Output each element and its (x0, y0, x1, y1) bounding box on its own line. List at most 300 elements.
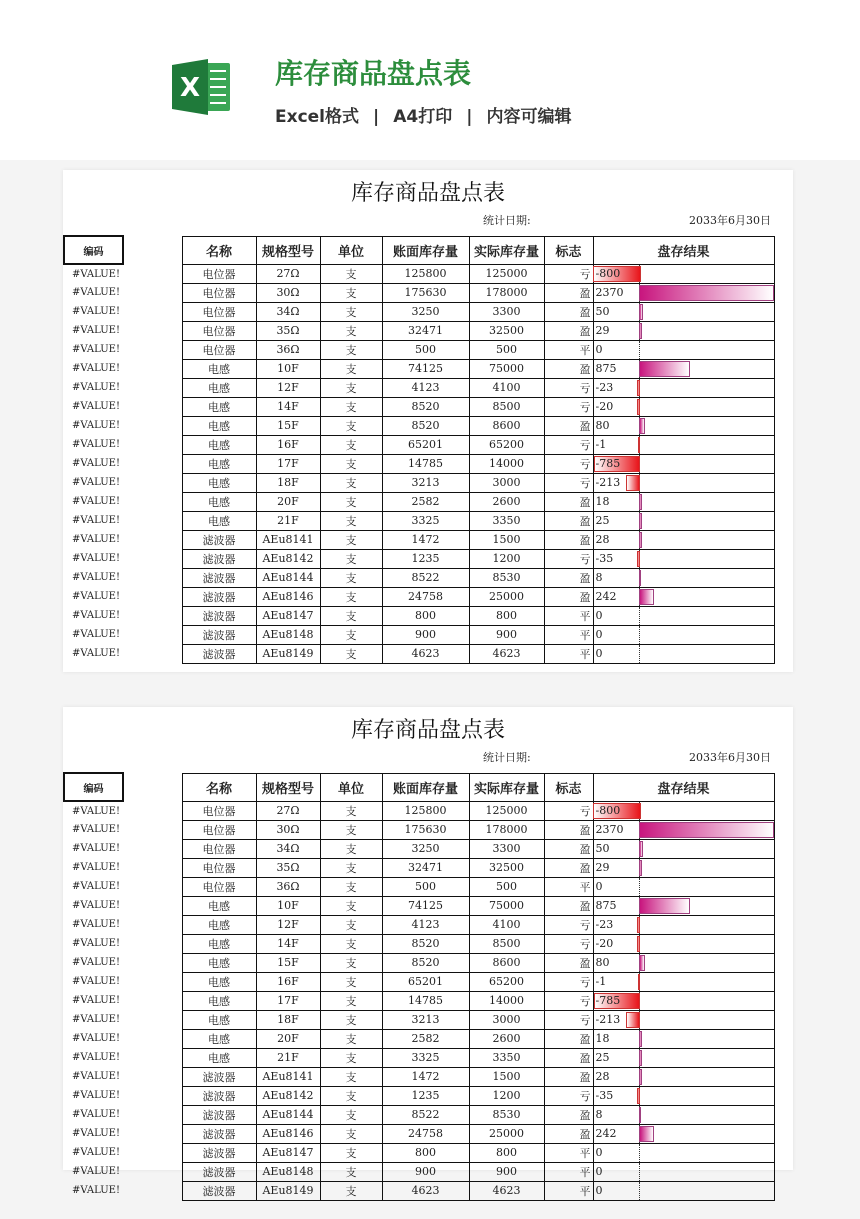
cell-code[interactable]: #VALUE! (72, 843, 120, 854)
cell-spec[interactable]: AEu8144 (256, 568, 320, 587)
cell-result[interactable] (593, 1010, 774, 1029)
cell-flag[interactable]: 亏 (544, 915, 593, 934)
cell-result[interactable] (593, 1029, 774, 1048)
cell-result[interactable] (593, 435, 774, 454)
cell-unit[interactable]: 支 (320, 801, 382, 820)
cell-name[interactable]: 电位器 (182, 858, 256, 877)
cell-flag[interactable]: 亏 (544, 1010, 593, 1029)
cell-spec[interactable]: 18F (256, 1010, 320, 1029)
cell-result[interactable] (593, 877, 774, 896)
cell-actual-qty[interactable]: 1200 (469, 549, 544, 568)
cell-code[interactable]: #VALUE! (72, 881, 120, 892)
cell-actual-qty[interactable]: 14000 (469, 991, 544, 1010)
cell-actual-qty[interactable]: 32500 (469, 321, 544, 340)
cell-code[interactable]: #VALUE! (72, 610, 120, 621)
cell-book-qty[interactable]: 3250 (382, 839, 469, 858)
cell-name[interactable]: 电感 (182, 1029, 256, 1048)
cell-spec[interactable]: AEu8141 (256, 1067, 320, 1086)
cell-actual-qty[interactable]: 8500 (469, 397, 544, 416)
cell-book-qty[interactable]: 125800 (382, 801, 469, 820)
cell-actual-qty[interactable]: 800 (469, 606, 544, 625)
cell-actual-qty[interactable]: 3000 (469, 473, 544, 492)
cell-name[interactable]: 电位器 (182, 340, 256, 359)
cell-flag[interactable]: 亏 (544, 991, 593, 1010)
cell-spec[interactable]: AEu8147 (256, 606, 320, 625)
cell-name[interactable]: 滤波器 (182, 1181, 256, 1200)
cell-result[interactable] (593, 606, 774, 625)
cell-name[interactable]: 电位器 (182, 264, 256, 283)
cell-flag[interactable]: 平 (544, 625, 593, 644)
cell-result[interactable] (593, 991, 774, 1010)
cell-actual-qty[interactable]: 65200 (469, 972, 544, 991)
cell-spec[interactable]: AEu8142 (256, 549, 320, 568)
cell-name[interactable]: 电感 (182, 473, 256, 492)
cell-code[interactable]: #VALUE! (72, 862, 120, 873)
cell-flag[interactable]: 盈 (544, 511, 593, 530)
cell-spec[interactable]: AEu8147 (256, 1143, 320, 1162)
cell-unit[interactable]: 支 (320, 991, 382, 1010)
cell-result[interactable] (593, 283, 774, 302)
cell-flag[interactable]: 盈 (544, 1029, 593, 1048)
cell-unit[interactable]: 支 (320, 359, 382, 378)
cell-book-qty[interactable]: 8520 (382, 416, 469, 435)
cell-actual-qty[interactable]: 178000 (469, 283, 544, 302)
cell-result[interactable] (593, 302, 774, 321)
cell-unit[interactable]: 支 (320, 1162, 382, 1181)
cell-flag[interactable]: 盈 (544, 896, 593, 915)
cell-flag[interactable]: 亏 (544, 549, 593, 568)
cell-result[interactable] (593, 359, 774, 378)
cell-book-qty[interactable]: 4623 (382, 644, 469, 663)
cell-name[interactable]: 滤波器 (182, 568, 256, 587)
cell-result[interactable] (593, 1124, 774, 1143)
cell-actual-qty[interactable]: 4623 (469, 644, 544, 663)
cell-flag[interactable]: 平 (544, 877, 593, 896)
cell-spec[interactable]: 10F (256, 896, 320, 915)
cell-name[interactable]: 电位器 (182, 877, 256, 896)
cell-book-qty[interactable]: 24758 (382, 1124, 469, 1143)
cell-name[interactable]: 电感 (182, 915, 256, 934)
cell-result[interactable] (593, 953, 774, 972)
cell-actual-qty[interactable]: 125000 (469, 264, 544, 283)
cell-code[interactable]: #VALUE! (72, 919, 120, 930)
cell-unit[interactable]: 支 (320, 1048, 382, 1067)
cell-book-qty[interactable]: 8520 (382, 934, 469, 953)
cell-result[interactable] (593, 625, 774, 644)
cell-result[interactable] (593, 587, 774, 606)
cell-actual-qty[interactable]: 14000 (469, 454, 544, 473)
cell-code[interactable]: #VALUE! (72, 805, 120, 817)
cell-name[interactable]: 滤波器 (182, 606, 256, 625)
cell-code[interactable]: #VALUE! (72, 268, 120, 280)
cell-book-qty[interactable]: 14785 (382, 454, 469, 473)
cell-spec[interactable]: AEu8149 (256, 644, 320, 663)
cell-result[interactable] (593, 801, 774, 820)
cell-name[interactable]: 滤波器 (182, 1143, 256, 1162)
cell-spec[interactable]: 27Ω (256, 264, 320, 283)
cell-book-qty[interactable]: 500 (382, 340, 469, 359)
cell-book-qty[interactable]: 74125 (382, 359, 469, 378)
cell-flag[interactable]: 亏 (544, 397, 593, 416)
cell-flag[interactable]: 盈 (544, 283, 593, 302)
cell-flag[interactable]: 盈 (544, 1067, 593, 1086)
cell-book-qty[interactable]: 74125 (382, 896, 469, 915)
cell-result[interactable] (593, 896, 774, 915)
cell-unit[interactable]: 支 (320, 473, 382, 492)
cell-name[interactable]: 电感 (182, 416, 256, 435)
cell-actual-qty[interactable]: 8600 (469, 953, 544, 972)
cell-name[interactable]: 电位器 (182, 283, 256, 302)
cell-code[interactable]: #VALUE! (72, 325, 120, 336)
cell-flag[interactable]: 亏 (544, 264, 593, 283)
cell-result[interactable] (593, 934, 774, 953)
cell-flag[interactable]: 盈 (544, 858, 593, 877)
cell-book-qty[interactable]: 2582 (382, 492, 469, 511)
cell-code[interactable]: #VALUE! (72, 591, 120, 602)
cell-result[interactable] (593, 1067, 774, 1086)
cell-code[interactable]: #VALUE! (72, 458, 120, 469)
cell-code[interactable]: #VALUE! (72, 1147, 120, 1158)
cell-unit[interactable]: 支 (320, 1124, 382, 1143)
cell-spec[interactable]: AEu8146 (256, 587, 320, 606)
cell-code[interactable]: #VALUE! (72, 1109, 120, 1120)
cell-result[interactable] (593, 1086, 774, 1105)
cell-code[interactable]: #VALUE! (72, 1014, 120, 1025)
cell-unit[interactable]: 支 (320, 934, 382, 953)
cell-result[interactable] (593, 858, 774, 877)
cell-result[interactable] (593, 378, 774, 397)
cell-code[interactable]: #VALUE! (72, 957, 120, 968)
cell-code[interactable]: #VALUE! (72, 553, 120, 564)
cell-result[interactable] (593, 1162, 774, 1181)
cell-actual-qty[interactable]: 4100 (469, 378, 544, 397)
cell-unit[interactable]: 支 (320, 1086, 382, 1105)
cell-spec[interactable]: 20F (256, 1029, 320, 1048)
cell-unit[interactable]: 支 (320, 972, 382, 991)
cell-result[interactable] (593, 839, 774, 858)
cell-unit[interactable]: 支 (320, 820, 382, 839)
cell-actual-qty[interactable]: 3350 (469, 1048, 544, 1067)
cell-book-qty[interactable]: 1235 (382, 1086, 469, 1105)
cell-book-qty[interactable]: 1235 (382, 549, 469, 568)
cell-spec[interactable]: 15F (256, 416, 320, 435)
cell-name[interactable]: 电感 (182, 511, 256, 530)
cell-unit[interactable]: 支 (320, 264, 382, 283)
cell-actual-qty[interactable]: 1500 (469, 1067, 544, 1086)
cell-actual-qty[interactable]: 75000 (469, 359, 544, 378)
cell-spec[interactable]: AEu8149 (256, 1181, 320, 1200)
cell-name[interactable]: 滤波器 (182, 1105, 256, 1124)
cell-unit[interactable]: 支 (320, 378, 382, 397)
cell-code[interactable]: #VALUE! (72, 363, 120, 374)
cell-code[interactable]: #VALUE! (72, 1185, 120, 1196)
cell-unit[interactable]: 支 (320, 283, 382, 302)
cell-actual-qty[interactable]: 3300 (469, 839, 544, 858)
cell-unit[interactable]: 支 (320, 511, 382, 530)
cell-actual-qty[interactable]: 1500 (469, 530, 544, 549)
cell-code[interactable]: #VALUE! (72, 534, 120, 545)
cell-actual-qty[interactable]: 25000 (469, 1124, 544, 1143)
cell-book-qty[interactable]: 32471 (382, 858, 469, 877)
cell-book-qty[interactable]: 175630 (382, 283, 469, 302)
cell-flag[interactable]: 盈 (544, 953, 593, 972)
cell-result[interactable] (593, 1105, 774, 1124)
cell-book-qty[interactable]: 4123 (382, 378, 469, 397)
cell-name[interactable]: 电位器 (182, 801, 256, 820)
cell-actual-qty[interactable]: 2600 (469, 1029, 544, 1048)
cell-unit[interactable]: 支 (320, 1105, 382, 1124)
cell-name[interactable]: 电位器 (182, 302, 256, 321)
cell-book-qty[interactable]: 8522 (382, 1105, 469, 1124)
cell-name[interactable]: 滤波器 (182, 587, 256, 606)
cell-book-qty[interactable]: 125800 (382, 264, 469, 283)
cell-spec[interactable]: 35Ω (256, 321, 320, 340)
cell-code[interactable]: #VALUE! (72, 976, 120, 987)
cell-code[interactable]: #VALUE! (72, 515, 120, 526)
cell-code[interactable]: #VALUE! (72, 824, 120, 835)
cell-book-qty[interactable]: 65201 (382, 435, 469, 454)
cell-flag[interactable]: 平 (544, 606, 593, 625)
cell-result[interactable] (593, 416, 774, 435)
cell-spec[interactable]: 16F (256, 972, 320, 991)
cell-code[interactable]: #VALUE! (72, 1090, 120, 1101)
cell-actual-qty[interactable]: 178000 (469, 820, 544, 839)
cell-name[interactable]: 电位器 (182, 839, 256, 858)
cell-unit[interactable]: 支 (320, 568, 382, 587)
cell-code[interactable]: #VALUE! (72, 900, 120, 911)
cell-result[interactable] (593, 454, 774, 473)
cell-book-qty[interactable]: 4123 (382, 915, 469, 934)
cell-name[interactable]: 电感 (182, 934, 256, 953)
cell-spec[interactable]: 34Ω (256, 302, 320, 321)
cell-code[interactable]: #VALUE! (72, 1166, 120, 1177)
cell-book-qty[interactable]: 3325 (382, 1048, 469, 1067)
cell-book-qty[interactable]: 14785 (382, 991, 469, 1010)
cell-book-qty[interactable]: 3213 (382, 473, 469, 492)
cell-actual-qty[interactable]: 500 (469, 340, 544, 359)
cell-result[interactable] (593, 644, 774, 663)
cell-flag[interactable]: 盈 (544, 568, 593, 587)
cell-name[interactable]: 电感 (182, 972, 256, 991)
cell-name[interactable]: 电感 (182, 896, 256, 915)
cell-name[interactable]: 滤波器 (182, 625, 256, 644)
cell-spec[interactable]: AEu8148 (256, 1162, 320, 1181)
cell-unit[interactable]: 支 (320, 1181, 382, 1200)
cell-actual-qty[interactable]: 8530 (469, 1105, 544, 1124)
cell-flag[interactable]: 亏 (544, 454, 593, 473)
cell-actual-qty[interactable]: 32500 (469, 858, 544, 877)
cell-unit[interactable]: 支 (320, 492, 382, 511)
cell-book-qty[interactable]: 4623 (382, 1181, 469, 1200)
cell-spec[interactable]: AEu8148 (256, 625, 320, 644)
cell-unit[interactable]: 支 (320, 644, 382, 663)
cell-spec[interactable]: 16F (256, 435, 320, 454)
cell-actual-qty[interactable]: 3350 (469, 511, 544, 530)
cell-name[interactable]: 滤波器 (182, 644, 256, 663)
cell-code[interactable]: #VALUE! (72, 401, 120, 412)
cell-name[interactable]: 电感 (182, 397, 256, 416)
cell-name[interactable]: 电感 (182, 1048, 256, 1067)
cell-actual-qty[interactable]: 3300 (469, 302, 544, 321)
cell-name[interactable]: 电感 (182, 991, 256, 1010)
cell-code[interactable]: #VALUE! (72, 572, 120, 583)
cell-spec[interactable]: 30Ω (256, 283, 320, 302)
cell-result[interactable] (593, 820, 774, 839)
cell-name[interactable]: 电位器 (182, 820, 256, 839)
cell-unit[interactable]: 支 (320, 416, 382, 435)
cell-result[interactable] (593, 340, 774, 359)
cell-book-qty[interactable]: 500 (382, 877, 469, 896)
cell-spec[interactable]: 21F (256, 511, 320, 530)
cell-actual-qty[interactable]: 1200 (469, 1086, 544, 1105)
cell-result[interactable] (593, 1143, 774, 1162)
cell-flag[interactable]: 亏 (544, 801, 593, 820)
cell-spec[interactable]: 36Ω (256, 340, 320, 359)
cell-name[interactable]: 电位器 (182, 321, 256, 340)
cell-flag[interactable]: 亏 (544, 473, 593, 492)
cell-actual-qty[interactable]: 8530 (469, 568, 544, 587)
cell-spec[interactable]: 17F (256, 991, 320, 1010)
cell-result[interactable] (593, 511, 774, 530)
cell-unit[interactable]: 支 (320, 435, 382, 454)
cell-actual-qty[interactable]: 65200 (469, 435, 544, 454)
cell-name[interactable]: 电感 (182, 378, 256, 397)
cell-code[interactable]: #VALUE! (72, 938, 120, 949)
cell-unit[interactable]: 支 (320, 549, 382, 568)
cell-flag[interactable]: 亏 (544, 972, 593, 991)
cell-flag[interactable]: 盈 (544, 587, 593, 606)
cell-flag[interactable]: 盈 (544, 839, 593, 858)
cell-code[interactable]: #VALUE! (72, 420, 120, 431)
cell-flag[interactable]: 盈 (544, 1048, 593, 1067)
cell-actual-qty[interactable]: 25000 (469, 587, 544, 606)
cell-book-qty[interactable]: 3325 (382, 511, 469, 530)
cell-flag[interactable]: 盈 (544, 492, 593, 511)
cell-spec[interactable]: 15F (256, 953, 320, 972)
cell-spec[interactable]: AEu8146 (256, 1124, 320, 1143)
cell-unit[interactable]: 支 (320, 454, 382, 473)
cell-spec[interactable]: 14F (256, 934, 320, 953)
cell-spec[interactable]: 27Ω (256, 801, 320, 820)
cell-flag[interactable]: 盈 (544, 820, 593, 839)
cell-name[interactable]: 电感 (182, 435, 256, 454)
cell-spec[interactable]: 35Ω (256, 858, 320, 877)
cell-book-qty[interactable]: 900 (382, 1162, 469, 1181)
cell-book-qty[interactable]: 24758 (382, 587, 469, 606)
cell-flag[interactable]: 盈 (544, 359, 593, 378)
cell-unit[interactable]: 支 (320, 606, 382, 625)
cell-unit[interactable]: 支 (320, 858, 382, 877)
cell-spec[interactable]: 12F (256, 915, 320, 934)
cell-code[interactable]: #VALUE! (72, 1128, 120, 1139)
cell-unit[interactable]: 支 (320, 1143, 382, 1162)
cell-unit[interactable]: 支 (320, 587, 382, 606)
cell-name[interactable]: 滤波器 (182, 1067, 256, 1086)
cell-code[interactable]: #VALUE! (72, 382, 120, 393)
cell-book-qty[interactable]: 800 (382, 1143, 469, 1162)
cell-code[interactable]: #VALUE! (72, 306, 120, 317)
cell-spec[interactable]: 20F (256, 492, 320, 511)
cell-actual-qty[interactable]: 75000 (469, 896, 544, 915)
cell-book-qty[interactable]: 175630 (382, 820, 469, 839)
cell-unit[interactable]: 支 (320, 1010, 382, 1029)
cell-actual-qty[interactable]: 125000 (469, 801, 544, 820)
cell-spec[interactable]: 21F (256, 1048, 320, 1067)
cell-unit[interactable]: 支 (320, 530, 382, 549)
cell-code[interactable]: #VALUE! (72, 439, 120, 450)
cell-name[interactable]: 滤波器 (182, 1086, 256, 1105)
cell-flag[interactable]: 盈 (544, 1124, 593, 1143)
cell-spec[interactable]: 18F (256, 473, 320, 492)
cell-unit[interactable]: 支 (320, 625, 382, 644)
cell-actual-qty[interactable]: 4100 (469, 915, 544, 934)
cell-name[interactable]: 电感 (182, 492, 256, 511)
cell-spec[interactable]: 12F (256, 378, 320, 397)
cell-actual-qty[interactable]: 800 (469, 1143, 544, 1162)
cell-spec[interactable]: AEu8144 (256, 1105, 320, 1124)
cell-result[interactable] (593, 1048, 774, 1067)
cell-book-qty[interactable]: 800 (382, 606, 469, 625)
cell-spec[interactable]: 34Ω (256, 839, 320, 858)
cell-spec[interactable]: 17F (256, 454, 320, 473)
cell-name[interactable]: 滤波器 (182, 1124, 256, 1143)
cell-book-qty[interactable]: 8520 (382, 953, 469, 972)
cell-result[interactable] (593, 549, 774, 568)
cell-unit[interactable]: 支 (320, 397, 382, 416)
cell-unit[interactable]: 支 (320, 1029, 382, 1048)
cell-spec[interactable]: 36Ω (256, 877, 320, 896)
cell-actual-qty[interactable]: 900 (469, 1162, 544, 1181)
cell-actual-qty[interactable]: 8600 (469, 416, 544, 435)
cell-book-qty[interactable]: 65201 (382, 972, 469, 991)
cell-result[interactable] (593, 530, 774, 549)
cell-name[interactable]: 滤波器 (182, 549, 256, 568)
cell-result[interactable] (593, 568, 774, 587)
cell-book-qty[interactable]: 900 (382, 625, 469, 644)
cell-spec[interactable]: AEu8142 (256, 1086, 320, 1105)
cell-flag[interactable]: 盈 (544, 530, 593, 549)
cell-code[interactable]: #VALUE! (72, 344, 120, 355)
cell-book-qty[interactable]: 3250 (382, 302, 469, 321)
cell-flag[interactable]: 平 (544, 1143, 593, 1162)
cell-actual-qty[interactable]: 900 (469, 625, 544, 644)
cell-result[interactable] (593, 264, 774, 283)
cell-unit[interactable]: 支 (320, 302, 382, 321)
cell-result[interactable] (593, 492, 774, 511)
cell-unit[interactable]: 支 (320, 915, 382, 934)
cell-flag[interactable]: 盈 (544, 416, 593, 435)
cell-code[interactable]: #VALUE! (72, 496, 120, 507)
cell-actual-qty[interactable]: 8500 (469, 934, 544, 953)
cell-unit[interactable]: 支 (320, 839, 382, 858)
cell-code[interactable]: #VALUE! (72, 1033, 120, 1044)
cell-unit[interactable]: 支 (320, 877, 382, 896)
cell-actual-qty[interactable]: 500 (469, 877, 544, 896)
cell-flag[interactable]: 亏 (544, 378, 593, 397)
cell-name[interactable]: 电感 (182, 1010, 256, 1029)
cell-flag[interactable]: 平 (544, 1181, 593, 1200)
cell-flag[interactable]: 盈 (544, 302, 593, 321)
cell-spec[interactable]: 14F (256, 397, 320, 416)
cell-result[interactable] (593, 915, 774, 934)
cell-spec[interactable]: AEu8141 (256, 530, 320, 549)
cell-book-qty[interactable]: 1472 (382, 1067, 469, 1086)
cell-flag[interactable]: 亏 (544, 435, 593, 454)
cell-code[interactable]: #VALUE! (72, 995, 120, 1006)
cell-spec[interactable]: 10F (256, 359, 320, 378)
cell-unit[interactable]: 支 (320, 340, 382, 359)
cell-book-qty[interactable]: 3213 (382, 1010, 469, 1029)
